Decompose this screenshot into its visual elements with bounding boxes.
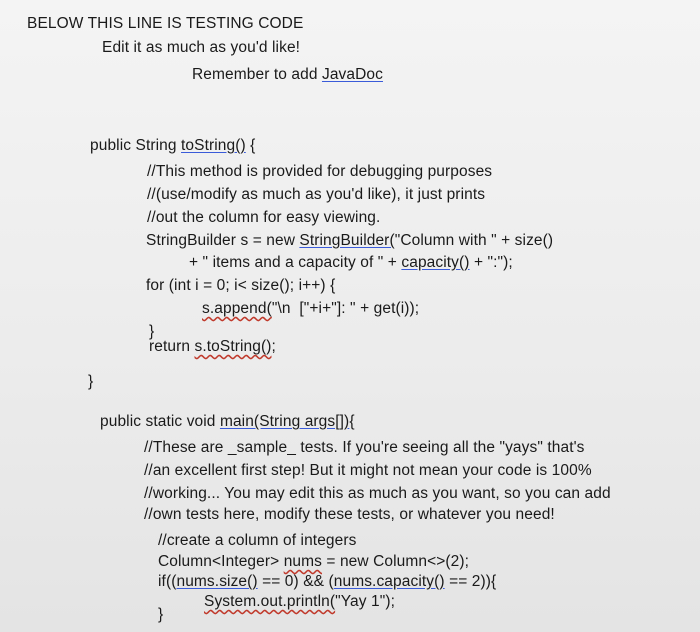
tostring-comment-1: //This method is provided for debugging purposes: [147, 163, 493, 180]
main-signature: public static void main(String args[]){: [100, 413, 355, 430]
header-line-3: Remember to add JavaDoc: [192, 66, 383, 83]
return-line: return s.toString();: [149, 338, 276, 355]
header-line-1: BELOW THIS LINE IS TESTING CODE: [27, 15, 304, 32]
main-comment-1: //These are _sample_ tests. If you're seeing all the "yays" that's: [144, 439, 585, 456]
main-comment-3: //working... You may edit this as much as you want, so you can add: [144, 485, 611, 502]
main-comment-2: //an excellent first step! But it might not mean your code is 100%: [144, 462, 592, 479]
if-close-brace: }: [158, 606, 164, 623]
main-comment-5: //create a column of integers: [158, 532, 357, 549]
println-line: System.out.println("Yay 1");: [204, 593, 395, 610]
main-comment-4: //own tests here, modify these tests, or whatever you need!: [144, 506, 555, 523]
column-declaration: Column<Integer> nums = new Column<>(2);: [158, 553, 470, 570]
stringbuilder-line: StringBuilder s = new StringBuilder("Column with " + size(): [146, 232, 554, 249]
for-loop-line: for (int i = 0; i< size(); i++) {: [146, 277, 336, 294]
if-condition-line: if((nums.size() == 0) && (nums.capacity() == 2)){: [158, 573, 497, 590]
header-line-2: Edit it as much as you'd like!: [102, 39, 301, 56]
javadoc-link-text: JavaDoc: [321, 66, 383, 83]
append-line: s.append("\n ["+i+"]: " + get(i));: [202, 300, 420, 317]
tostring-close-brace: }: [88, 373, 94, 390]
tostring-signature: public String toString() {: [90, 137, 256, 154]
stringbuilder-continuation: + " items and a capacity of " + capacity() + ":");: [189, 254, 513, 271]
for-loop-close-brace: }: [149, 323, 155, 340]
tostring-comment-3: //out the column for easy viewing.: [147, 209, 381, 226]
tostring-comment-2: //(use/modify as much as you'd like), it just prints: [147, 186, 486, 203]
